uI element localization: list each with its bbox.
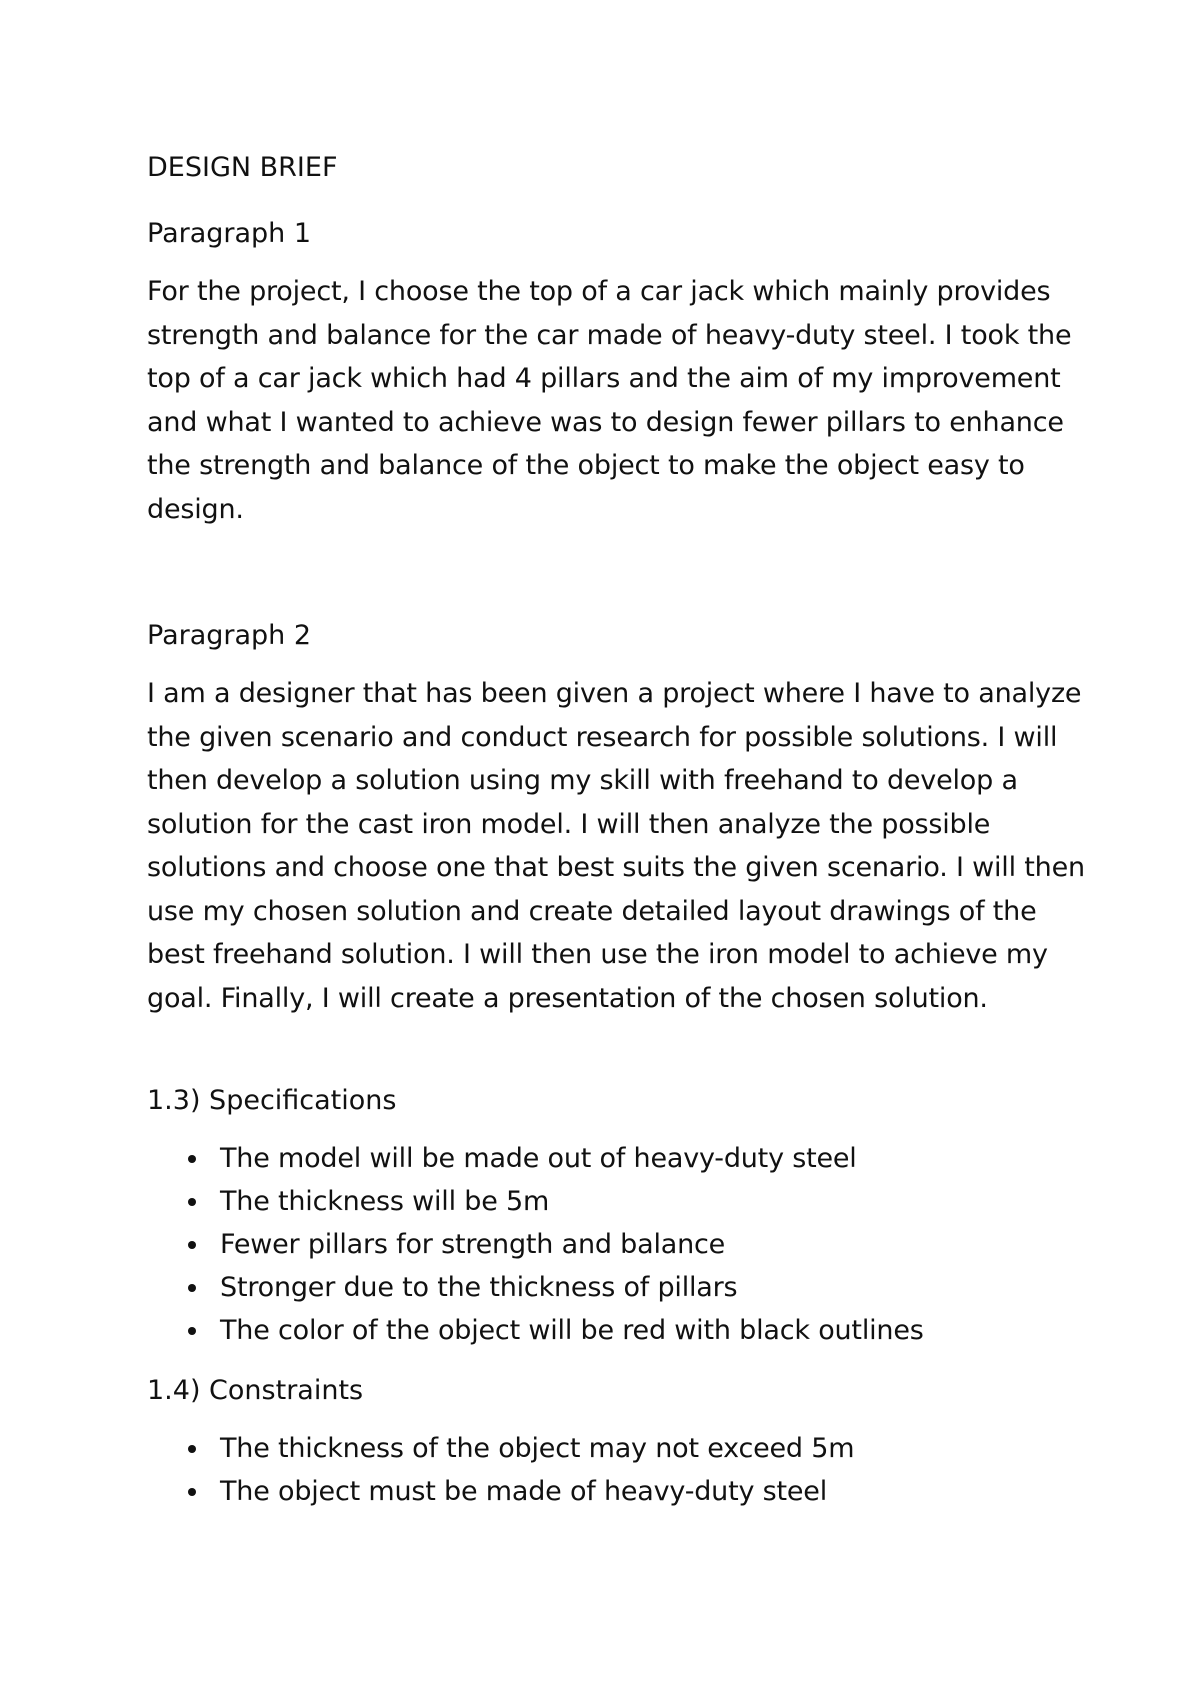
list-item-text: The thickness of the object may not exceed 5m bbox=[220, 1433, 855, 1464]
document-title: DESIGN BRIEF bbox=[147, 152, 338, 183]
specifications-list bbox=[147, 1137, 1087, 1352]
bullet-icon bbox=[188, 1327, 196, 1335]
list-item-text: The thickness will be 5m bbox=[220, 1186, 550, 1217]
paragraph-1-text: For the project, I choose the top of a car jack which mainly provides strength and balance for the car made of heavy-duty steel. I took the top of a car jack which had 4 pillars and the aim of my improvement and what I wanted to achieve was to design fewer pillars to enhance the strength and balance of the object to make the object easy to design. bbox=[147, 276, 1072, 525]
list-item bbox=[147, 1309, 1087, 1352]
list-item bbox=[147, 1427, 1087, 1470]
paragraph-2-heading: Paragraph 2 bbox=[147, 620, 312, 651]
paragraph-2-text: I am a designer that has been given a project where I have to analyze the given scenario and conduct research for possible solutions. I will then develop a solution using my skill with freehand to develop a solution for the cast iron model. I will then analyze the possible solutions and choose one that best suits the given scenario. I will then use my chosen solution and create detailed layout drawings of the best freehand solution. I will then use the iron model to achieve my goal. Finally, I will create a presentation of the chosen solution. bbox=[147, 678, 1085, 1014]
constraints-heading: 1.4) Constraints bbox=[147, 1375, 364, 1406]
list-item bbox=[147, 1180, 1087, 1223]
list-item-text: The color of the object will be red with black outlines bbox=[220, 1315, 924, 1346]
list-item bbox=[147, 1266, 1087, 1309]
list-item bbox=[147, 1470, 1087, 1513]
list-item-text: Stronger due to the thickness of pillars bbox=[220, 1272, 738, 1303]
bullet-icon bbox=[188, 1155, 196, 1163]
specifications-heading: 1.3) Specifications bbox=[147, 1085, 397, 1116]
bullet-icon bbox=[188, 1284, 196, 1292]
list-item-text: The object must be made of heavy-duty steel bbox=[220, 1476, 828, 1507]
paragraph-1-heading: Paragraph 1 bbox=[147, 218, 312, 249]
list-item-text: Fewer pillars for strength and balance bbox=[220, 1229, 726, 1260]
list-item bbox=[147, 1137, 1087, 1180]
list-item-text: The model will be made out of heavy-duty steel bbox=[220, 1143, 857, 1174]
bullet-icon bbox=[188, 1198, 196, 1206]
bullet-icon bbox=[188, 1445, 196, 1453]
bullet-icon bbox=[188, 1241, 196, 1249]
constraints-list bbox=[147, 1427, 1087, 1513]
bullet-icon bbox=[188, 1488, 196, 1496]
list-item bbox=[147, 1223, 1087, 1266]
